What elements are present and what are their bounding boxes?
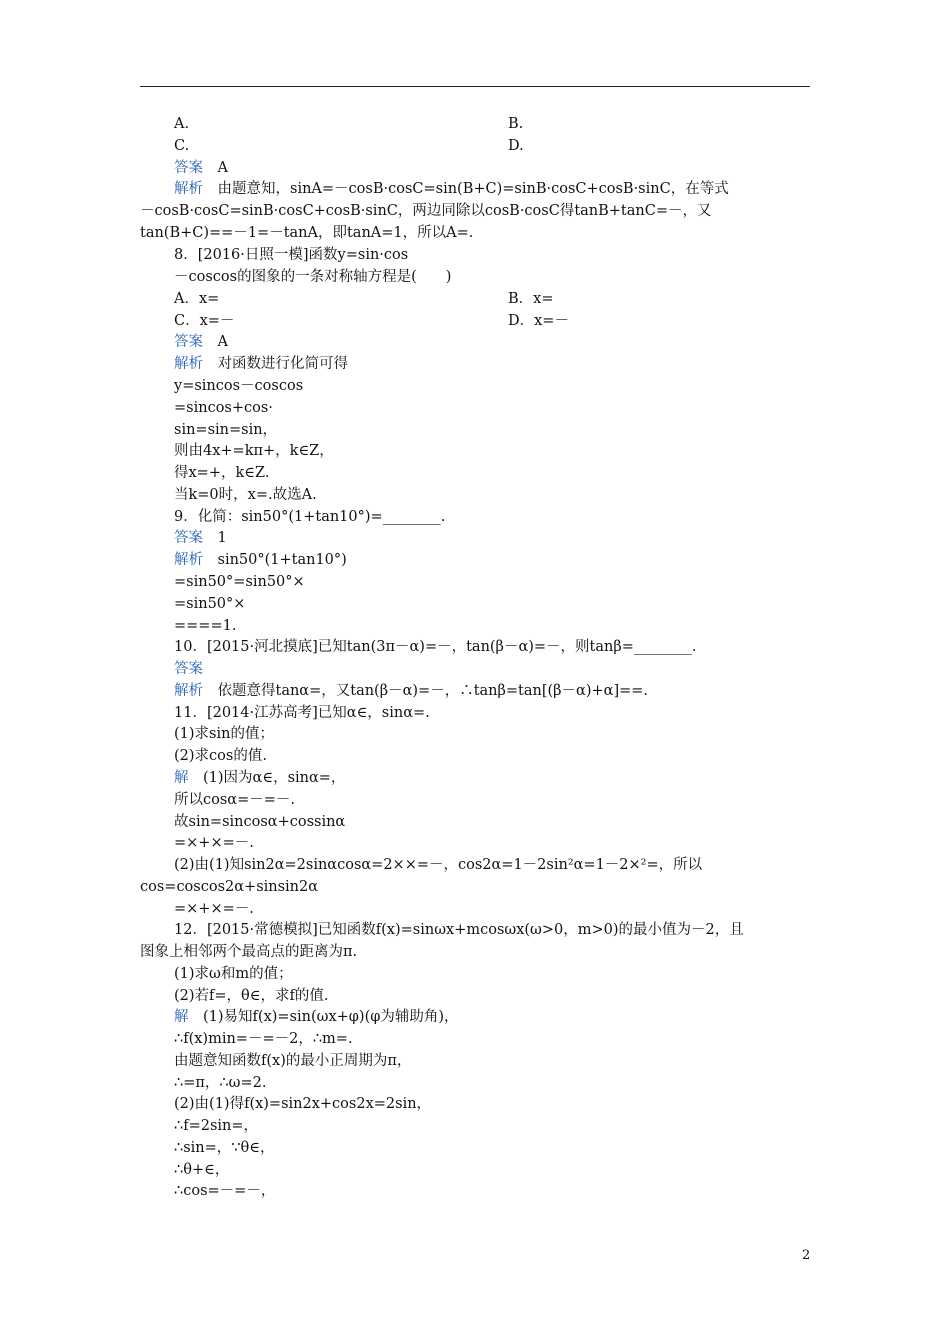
text-line bbox=[174, 1138, 274, 1158]
text-line bbox=[140, 223, 473, 243]
line-text: 11．[2014·江苏高考]已知α∈，sinα=. bbox=[174, 705, 430, 721]
line-text: 12．[2015·常德模拟]已知函数f(x)=sinωx+mcosωx(ω>0，m>0)的最小值为－2，且 bbox=[174, 922, 744, 938]
text-line bbox=[174, 1029, 353, 1049]
text-line bbox=[508, 114, 523, 134]
line-text: A bbox=[217, 334, 228, 350]
page-number: 2 bbox=[802, 1248, 811, 1263]
answer-label: 解 bbox=[174, 770, 189, 786]
line-text: 所以cosα=－=－. bbox=[174, 792, 295, 808]
text-line bbox=[174, 681, 648, 701]
line-text: 图象上相邻两个最高点的距离为π. bbox=[140, 944, 358, 960]
line-text: (2)求cos的值. bbox=[174, 748, 267, 764]
text-line bbox=[174, 1160, 229, 1180]
text-line bbox=[174, 158, 228, 178]
text-line bbox=[174, 1116, 258, 1136]
line-text: =×+×=－. bbox=[174, 901, 254, 917]
text-line bbox=[174, 768, 345, 788]
line-text: C. bbox=[174, 138, 190, 154]
line-text: ====1. bbox=[174, 618, 237, 634]
line-text: =×+×=－. bbox=[174, 835, 254, 851]
text-line bbox=[174, 703, 430, 723]
answer-label: 解 bbox=[174, 1009, 189, 1025]
line-text: B. bbox=[508, 116, 524, 132]
answer-label: 解析 bbox=[174, 552, 203, 568]
line-text: D．x=－ bbox=[508, 313, 569, 329]
text-line bbox=[174, 1094, 431, 1114]
text-line bbox=[174, 245, 408, 265]
line-text: －coscos的图象的一条对称轴方程是( ) bbox=[174, 269, 452, 285]
line-text: A. bbox=[174, 116, 190, 132]
line-text: 则由4x+=kπ+，k∈Z， bbox=[174, 443, 334, 459]
line-text: (2)由(1)得f(x)=sin2x+cos2x=2sin， bbox=[174, 1096, 432, 1112]
line-text: 得x=+，k∈Z. bbox=[174, 465, 270, 481]
text-line bbox=[140, 201, 712, 221]
text-line bbox=[174, 790, 295, 810]
text-line bbox=[174, 420, 277, 440]
text-line bbox=[174, 964, 293, 984]
text-line bbox=[174, 354, 348, 374]
text-line bbox=[174, 136, 189, 156]
line-text: 10．[2015·河北摸底]已知tan(3π－α)=－，tan(β－α)=－，则tanβ=________. bbox=[174, 639, 697, 655]
line-text: －cosB·cosC=sinB·cosC+cosB·sinC，两边同除以cosB·cosC得tanB+tanC=－，又 bbox=[140, 203, 712, 219]
text-line bbox=[140, 877, 318, 897]
line-text: 故sin=sincosα+cossinα bbox=[174, 814, 346, 830]
text-line bbox=[174, 594, 245, 614]
line-text: (2)由(1)知sin2α=2sinαcosα=2××=－，cos2α=1－2sin²α=1－2×²=，所以 bbox=[174, 857, 703, 873]
answer-label: 解析 bbox=[174, 683, 203, 699]
text-line bbox=[174, 528, 227, 548]
text-line bbox=[174, 855, 702, 875]
text-line bbox=[174, 1051, 411, 1071]
line-text: A bbox=[217, 160, 228, 176]
answer-label: 答案 bbox=[174, 160, 203, 176]
line-text: ∴f(x)min=－=－2，∴m=. bbox=[174, 1031, 353, 1047]
line-text: cos=coscos2α+sinsin2α bbox=[140, 879, 319, 895]
text-line bbox=[174, 289, 219, 309]
text-line bbox=[174, 1073, 266, 1093]
line-text: sin50°(1+tan10°) bbox=[217, 552, 347, 568]
text-line bbox=[174, 572, 305, 592]
line-text: 当k=0时，x=.故选A. bbox=[174, 487, 317, 503]
text-line bbox=[174, 485, 317, 505]
text-line bbox=[174, 441, 334, 461]
line-text: 9．化简：sin50°(1+tan10°)=________. bbox=[174, 509, 446, 525]
text-line bbox=[174, 376, 303, 396]
line-text: y=sincos－coscos bbox=[174, 378, 304, 394]
answer-label: 解析 bbox=[174, 356, 203, 372]
text-line bbox=[174, 986, 329, 1006]
line-text: 由题意知，sinA=－cosB·cosC=sin(B+C)=sinB·cosC+cosB·sinC，在等式 bbox=[217, 181, 729, 197]
text-line bbox=[174, 616, 236, 636]
line-text: 由题意知函数f(x)的最小正周期为π， bbox=[174, 1053, 412, 1069]
text-line bbox=[508, 136, 524, 156]
text-line bbox=[174, 1181, 275, 1201]
line-text: ∴cos=－=－， bbox=[174, 1183, 276, 1199]
line-text: ∴=π，∴ω=2. bbox=[174, 1075, 267, 1091]
line-text: A．x= bbox=[174, 291, 220, 307]
line-text: sin=sin=sin， bbox=[174, 422, 278, 438]
text-line bbox=[174, 463, 269, 483]
line-text: C．x=－ bbox=[174, 313, 235, 329]
line-text: 8．[2016·日照一模]函数y=sin·cos bbox=[174, 247, 409, 263]
line-text: (1)求ω和m的值； bbox=[174, 966, 293, 982]
line-text: (1)因为α∈，sinα=， bbox=[203, 770, 346, 786]
text-line bbox=[174, 179, 729, 199]
text-line bbox=[174, 833, 254, 853]
line-text: (1)易知f(x)=sin(ωx+φ)(φ为辅助角)， bbox=[203, 1009, 459, 1025]
line-text: ∴sin=，∵θ∈， bbox=[174, 1140, 275, 1156]
text-line bbox=[174, 812, 345, 832]
text-line bbox=[508, 289, 553, 309]
text-line bbox=[174, 114, 189, 134]
line-text: =sin50°=sin50°× bbox=[174, 574, 305, 590]
text-line bbox=[174, 267, 451, 287]
line-text: ∴θ+∈， bbox=[174, 1162, 230, 1178]
line-text: 对函数进行化简可得 bbox=[217, 356, 348, 372]
line-text: (1)求sin的值； bbox=[174, 726, 274, 742]
answer-label: 答案 bbox=[174, 334, 203, 350]
text-line bbox=[174, 724, 274, 744]
text-line bbox=[174, 746, 267, 766]
text-line bbox=[174, 637, 697, 657]
line-text: 1 bbox=[217, 530, 227, 546]
text-line bbox=[174, 550, 347, 570]
answer-label: 答案 bbox=[174, 530, 203, 546]
text-line bbox=[174, 920, 744, 940]
line-text: B．x= bbox=[508, 291, 554, 307]
text-line bbox=[174, 332, 228, 352]
text-line bbox=[508, 311, 569, 331]
line-text: 依题意得tanα=，又tan(β－α)=－，∴tanβ=tan[(β－α)+α]==. bbox=[217, 683, 649, 699]
line-text: (2)若f=，θ∈，求f的值. bbox=[174, 988, 329, 1004]
text-line bbox=[174, 1007, 459, 1027]
header-rule bbox=[140, 86, 810, 87]
answer-label: 答案 bbox=[174, 661, 203, 677]
line-text: =sincos+cos· bbox=[174, 400, 273, 416]
line-text: =sin50°× bbox=[174, 596, 246, 612]
answer-label: 解析 bbox=[174, 181, 203, 197]
text-line bbox=[174, 507, 445, 527]
text-line bbox=[174, 899, 254, 919]
text-line bbox=[174, 659, 218, 679]
line-text: ∴f=2sin=， bbox=[174, 1118, 259, 1134]
line-text: D. bbox=[508, 138, 524, 154]
text-line bbox=[140, 942, 357, 962]
text-line bbox=[174, 398, 273, 418]
text-line bbox=[174, 311, 234, 331]
line-text: tan(B+C)==－1=－tanA，即tanA=1，所以A=. bbox=[140, 225, 474, 241]
